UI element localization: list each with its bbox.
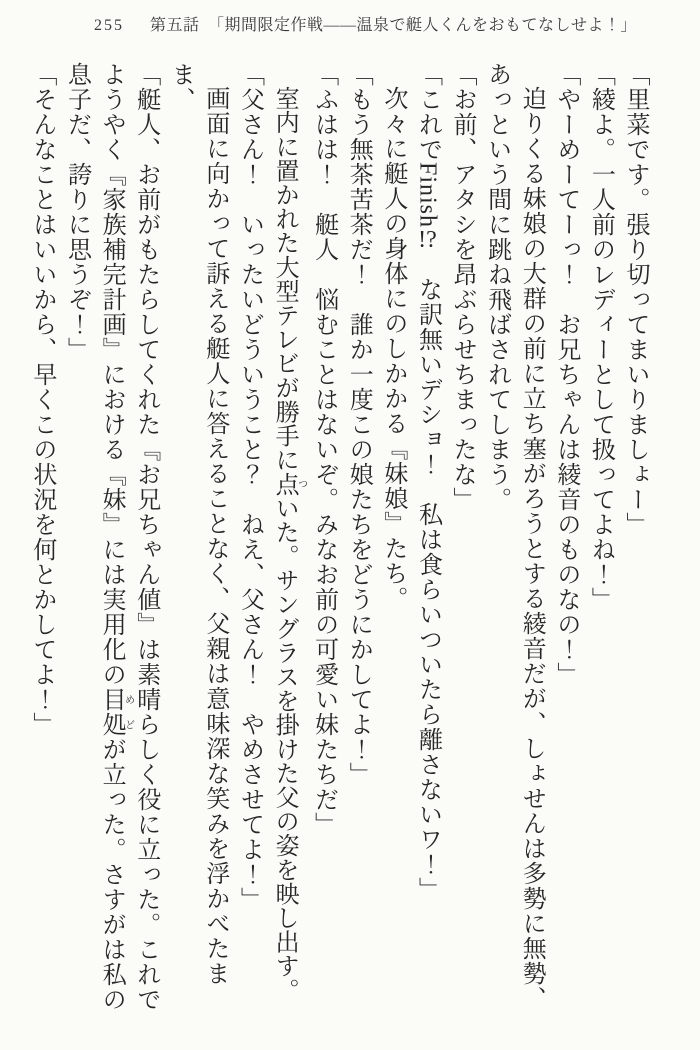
paragraph-line: 画面に向かって訴える艇人に答えることなく、父親は意味深な笑みを浮かべたまま、 — [167, 62, 228, 986]
page-header — [94, 12, 637, 35]
paragraph-line: 「綾よ。一人前のレディーとして扱ってよね！」 — [587, 62, 614, 612]
paragraph-line: 「そんなことはいいから、早くこの状況を何とかしてよ！」 — [28, 62, 55, 737]
paragraph-line: 迫りくる妹娘の大群の前に立ち塞がろうとする綾音だが、しょせんは多勢に無勢、あっという間に跳ね飛ばされてしまう。 — [483, 62, 545, 1011]
paragraph-line: 「艇人、お前がもたらしてくれた『お兄ちゃん値』は素晴らしく役に立った。これでようやく『家族補完計画』における『妹』には実用化の目処めどが立った。さすがは私の息子だ、誇りに思うぞ！」 — [63, 62, 159, 1012]
page-number: 255 — [94, 17, 124, 34]
paragraph-line: 「父さん！ いったいどういうこと？ ねえ、父さん！ やめさせてよ！」 — [236, 62, 263, 912]
vertical-text-body — [28, 62, 652, 1013]
paragraph-line: 「お前、アタシを昂ぶらせちまったな」 — [449, 62, 476, 512]
paragraph-line: 「これでFinish!? な訳無いデショ！ 私は食らいついたら離さないワ！」 — [414, 62, 441, 903]
chapter-heading: 第五話 「期間限定作戦——温泉で艇人くんをおもてなしせよ！」 — [150, 17, 638, 34]
paragraph-line: 「やーめーてーっ！ お兄ちゃんは綾音のものなの！」 — [552, 62, 579, 687]
paragraph-line: 室内に置かれた大型テレビが勝手に点ついた。サングラスを掛けた父の姿を映し出す。 — [271, 86, 307, 1002]
paragraph-line: 「もう無茶苦茶だ！ 誰か一度この娘たちをどうにかしてよ！」 — [345, 62, 372, 787]
paragraph-line: 「里菜です。張り切ってまいりましょー」 — [622, 62, 648, 537]
paragraph-line: 次々に艇人の身体にのしかかる『妹娘』たち。 — [379, 86, 406, 611]
paragraph-line: 「ふはは！ 艇人 悩むことはないぞ。みなお前の可愛い妹たちだ」 — [310, 62, 337, 837]
